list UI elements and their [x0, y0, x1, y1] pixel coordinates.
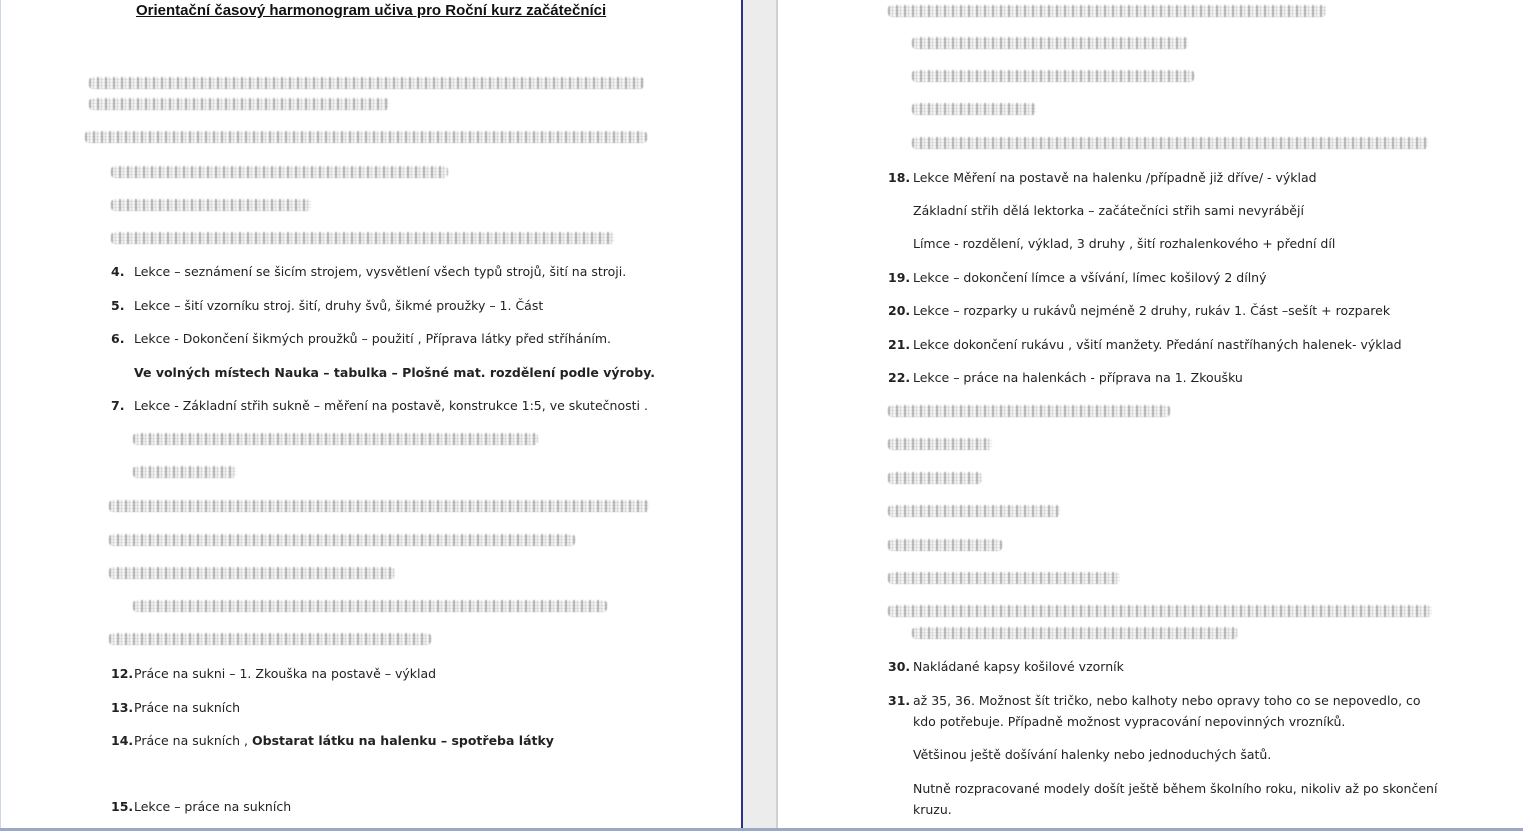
redacted-text [888, 572, 1120, 584]
item-number: 13. [111, 700, 134, 715]
list-item: Lekce – dokončení límce a všívání, límec košilový 2 dílný [913, 270, 1267, 285]
list-item: kruzu. [913, 802, 952, 817]
list-item: Lekce dokončení rukávu , všití manžety. Předání nastříhaných halenek- výklad [913, 337, 1402, 352]
list-item: Lekce - Dokončení šikmých proužků – použití , Příprava látky před stříháním. [134, 331, 612, 346]
redacted-text [111, 199, 311, 211]
redacted-text [888, 605, 1432, 617]
redacted-text [109, 534, 575, 546]
item-number: 14. [111, 733, 134, 748]
redacted-text [133, 600, 607, 612]
list-item: Lekce – šití vzorníku stroj. šití, druhy švů, šikmé proužky – 1. Část [134, 298, 544, 313]
redacted-text [133, 466, 236, 478]
redacted-text [912, 70, 1194, 82]
list-item: Základní střih dělá lektorka – začátečníci střih sami nevyrábějí [913, 203, 1304, 218]
item-number: 15. [111, 799, 134, 814]
document-page-left [0, 0, 741, 831]
list-item: Nakládané kapsy košilové vzorník [913, 659, 1124, 674]
list-item: Lekce – rozparky u rukávů nejméně 2 druhy, rukáv 1. Část –sešít + rozparek [913, 303, 1391, 318]
list-item: Límce - rozdělení, výklad, 3 druhy , šití rozhalenkového + přední díl [913, 236, 1336, 251]
list-item [134, 733, 554, 749]
item-number: 12. [111, 666, 134, 681]
list-item: Práce na sukních [134, 700, 241, 715]
redacted-text [85, 131, 647, 143]
redacted-text [111, 166, 448, 178]
list-item: Lekce – seznámení se šicím strojem, vysvětlení všech typů strojů, šití na stroji. [134, 264, 627, 279]
list-item: Práce na sukni – 1. Zkouška na postavě – výklad [134, 666, 437, 681]
redacted-text [89, 98, 389, 110]
redacted-text [109, 500, 649, 512]
list-item: Lekce - Základní střih sukně – měření na postavě, konstrukce 1:5, ve skutečnosti . [134, 398, 648, 413]
page-gutter [741, 0, 778, 831]
redacted-text [109, 567, 395, 579]
redacted-text [888, 539, 1002, 551]
redacted-text [912, 627, 1238, 639]
list-item: Většinou ještě došívání halenky nebo jednoduchých šatů. [913, 747, 1272, 762]
list-item: až 35, 36. Možnost šít tričko, nebo kalhoty nebo opravy toho co se nepovedlo, co [913, 693, 1421, 708]
item-number: 6. [111, 331, 125, 346]
redacted-text [888, 438, 992, 450]
document-title: Orientační časový harmonogram učiva pro Roční kurz začátečníci [136, 2, 607, 19]
redacted-text [89, 77, 644, 89]
list-item-text: Práce na sukních , [134, 733, 252, 748]
item-number: 31. [888, 693, 911, 708]
item-number: 7. [111, 398, 125, 413]
list-item: Lekce Měření na postavě na halenku /případně již dříve/ - výklad [913, 170, 1317, 185]
redacted-text [109, 633, 431, 645]
redacted-text [111, 232, 614, 244]
redacted-text [912, 103, 1036, 115]
list-item: Nutně rozpracované modely došít ještě během školního roku, nikoliv až po skončení [913, 781, 1438, 796]
list-item-bold-text: Obstarat látku na halenku – spotřeba látky [252, 733, 554, 748]
item-number: 30. [888, 659, 911, 674]
item-number: 19. [888, 270, 911, 285]
item-number: 4. [111, 264, 125, 279]
document-page-right [778, 0, 1523, 831]
redacted-text [888, 5, 1326, 17]
redacted-text [888, 505, 1060, 517]
list-item: kdo potřebuje. Případně možnost vypracování nepovinných vrozníků. [913, 714, 1346, 729]
redacted-text [888, 405, 1170, 417]
redacted-text [912, 137, 1428, 149]
redacted-text [912, 37, 1188, 49]
list-item: Lekce – práce na sukních [134, 799, 292, 814]
item-number: 22. [888, 370, 911, 385]
list-item: Lekce – práce na halenkách - příprava na 1. Zkoušku [913, 370, 1243, 385]
redacted-text [133, 433, 538, 445]
item-number: 5. [111, 298, 125, 313]
list-item-bold-note: Ve volných místech Nauka – tabulka – Plošné mat. rozdělení podle výroby. [134, 365, 655, 380]
item-number: 21. [888, 337, 911, 352]
item-number: 18. [888, 170, 911, 185]
page-divider [741, 0, 743, 831]
item-number: 20. [888, 303, 911, 318]
redacted-text [888, 472, 982, 484]
